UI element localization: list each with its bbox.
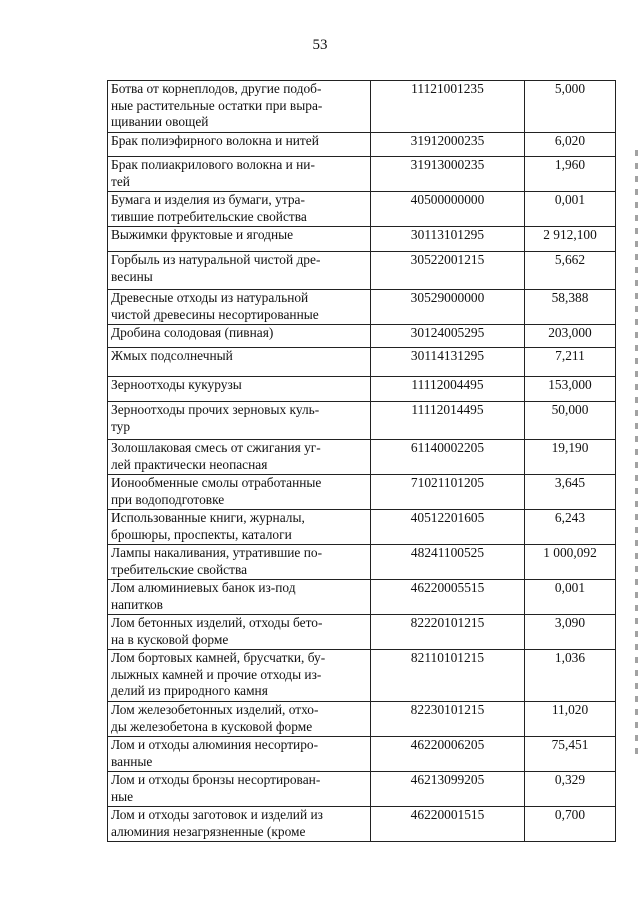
table-row — [108, 157, 616, 192]
table-row — [108, 702, 616, 737]
waste-name-cell: Бумага и изделия из бумаги, утра- тившие потребительские свойства — [108, 192, 371, 227]
waste-code-cell: 30113101295 — [371, 227, 525, 252]
waste-name-cell: Древесные отходы из натуральной чистой древесины несортированные — [108, 290, 371, 325]
waste-quantity-cell: 1,960 — [525, 157, 616, 192]
table-row — [108, 580, 616, 615]
waste-quantity-cell: 7,211 — [525, 348, 616, 377]
waste-code-cell: 82230101215 — [371, 702, 525, 737]
waste-quantity-cell: 1,036 — [525, 650, 616, 702]
table-row — [108, 377, 616, 402]
table-row — [108, 290, 616, 325]
waste-quantity-cell: 6,243 — [525, 510, 616, 545]
waste-code-cell: 46220006205 — [371, 737, 525, 772]
waste-quantity-cell: 0,001 — [525, 580, 616, 615]
waste-quantity-cell: 0,700 — [525, 807, 616, 842]
waste-quantity-cell: 5,000 — [525, 81, 616, 133]
table-row — [108, 615, 616, 650]
waste-quantity-cell: 203,000 — [525, 325, 616, 348]
waste-code-cell: 30529000000 — [371, 290, 525, 325]
waste-code-cell: 46220005515 — [371, 580, 525, 615]
table-row — [108, 737, 616, 772]
waste-code-cell: 30522001215 — [371, 252, 525, 290]
waste-code-cell: 30124005295 — [371, 325, 525, 348]
waste-quantity-cell: 50,000 — [525, 402, 616, 440]
waste-quantity-cell: 0,329 — [525, 772, 616, 807]
waste-name-cell: Лом и отходы заготовок и изделий из алюминия незагрязненные (кроме — [108, 807, 371, 842]
waste-name-cell: Жмых подсолнечный — [108, 348, 371, 377]
waste-quantity-cell: 11,020 — [525, 702, 616, 737]
waste-code-cell: 61140002205 — [371, 440, 525, 475]
waste-quantity-cell: 2 912,100 — [525, 227, 616, 252]
table-row — [108, 81, 616, 133]
waste-code-cell: 82220101215 — [371, 615, 525, 650]
waste-name-cell: Ботва от корнеплодов, другие подоб- ные растительные остатки при выра- щивании овощей — [108, 81, 371, 133]
table-row — [108, 772, 616, 807]
waste-name-cell: Ионообменные смолы отработанные при водоподготовке — [108, 475, 371, 510]
waste-name-cell: Лом и отходы бронзы несортирован- ные — [108, 772, 371, 807]
table-row — [108, 227, 616, 252]
waste-code-cell: 48241100525 — [371, 545, 525, 580]
waste-name-cell: Лом бортовых камней, брусчатки, бу- лыжных камней и прочие отходы из- делий из природного камня — [108, 650, 371, 702]
table-row — [108, 133, 616, 157]
waste-quantity-cell: 5,662 — [525, 252, 616, 290]
waste-code-cell: 30114131295 — [371, 348, 525, 377]
waste-quantity-cell: 0,001 — [525, 192, 616, 227]
table-row — [108, 650, 616, 702]
waste-quantity-cell: 6,020 — [525, 133, 616, 157]
waste-code-cell: 31913000235 — [371, 157, 525, 192]
waste-name-cell: Лом алюминиевых банок из-под напитков — [108, 580, 371, 615]
waste-quantity-cell: 153,000 — [525, 377, 616, 402]
table-row — [108, 192, 616, 227]
waste-name-cell: Дробина солодовая (пивная) — [108, 325, 371, 348]
waste-name-cell: Лом бетонных изделий, отходы бето- на в кусковой форме — [108, 615, 371, 650]
waste-name-cell: Брак полиэфирного волокна и нитей — [108, 133, 371, 157]
waste-name-cell: Золошлаковая смесь от сжигания уг- лей практически неопасная — [108, 440, 371, 475]
waste-name-cell: Лампы накаливания, утратившие по- требительские свойства — [108, 545, 371, 580]
table-row — [108, 475, 616, 510]
waste-quantity-cell: 75,451 — [525, 737, 616, 772]
waste-table — [107, 80, 616, 842]
waste-name-cell: Лом и отходы алюминия несортиро- ванные — [108, 737, 371, 772]
waste-name-cell: Горбыль из натуральной чистой дре- весины — [108, 252, 371, 290]
waste-code-cell: 46220001515 — [371, 807, 525, 842]
table-row — [108, 440, 616, 475]
page-number: 53 — [312, 37, 328, 53]
waste-code-cell: 46213099205 — [371, 772, 525, 807]
waste-name-cell: Брак полиакрилового волокна и ни- тей — [108, 157, 371, 192]
waste-name-cell: Лом железобетонных изделий, отхо- ды железобетона в кусковой форме — [108, 702, 371, 737]
table-row — [108, 325, 616, 348]
table-row — [108, 252, 616, 290]
waste-code-cell: 11112014495 — [371, 402, 525, 440]
waste-quantity-cell: 1 000,092 — [525, 545, 616, 580]
table-row — [108, 545, 616, 580]
waste-code-cell: 11112004495 — [371, 377, 525, 402]
waste-name-cell: Выжимки фруктовые и ягодные — [108, 227, 371, 252]
waste-code-cell: 82110101215 — [371, 650, 525, 702]
waste-name-cell: Зерноотходы прочих зерновых куль- тур — [108, 402, 371, 440]
waste-name-cell: Зерноотходы кукурузы — [108, 377, 371, 402]
waste-code-cell: 40512201605 — [371, 510, 525, 545]
waste-quantity-cell: 58,388 — [525, 290, 616, 325]
waste-code-cell: 31912000235 — [371, 133, 525, 157]
waste-quantity-cell: 19,190 — [525, 440, 616, 475]
table-row — [108, 807, 616, 842]
table-row — [108, 402, 616, 440]
waste-code-cell: 71021101205 — [371, 475, 525, 510]
waste-quantity-cell: 3,645 — [525, 475, 616, 510]
table-row — [108, 348, 616, 377]
waste-table-body — [108, 81, 616, 842]
scan-edge-mark — [635, 150, 638, 760]
table-row — [108, 510, 616, 545]
waste-name-cell: Использованные книги, журналы, брошюры, проспекты, каталоги — [108, 510, 371, 545]
waste-code-cell: 40500000000 — [371, 192, 525, 227]
waste-quantity-cell: 3,090 — [525, 615, 616, 650]
waste-code-cell: 11121001235 — [371, 81, 525, 133]
